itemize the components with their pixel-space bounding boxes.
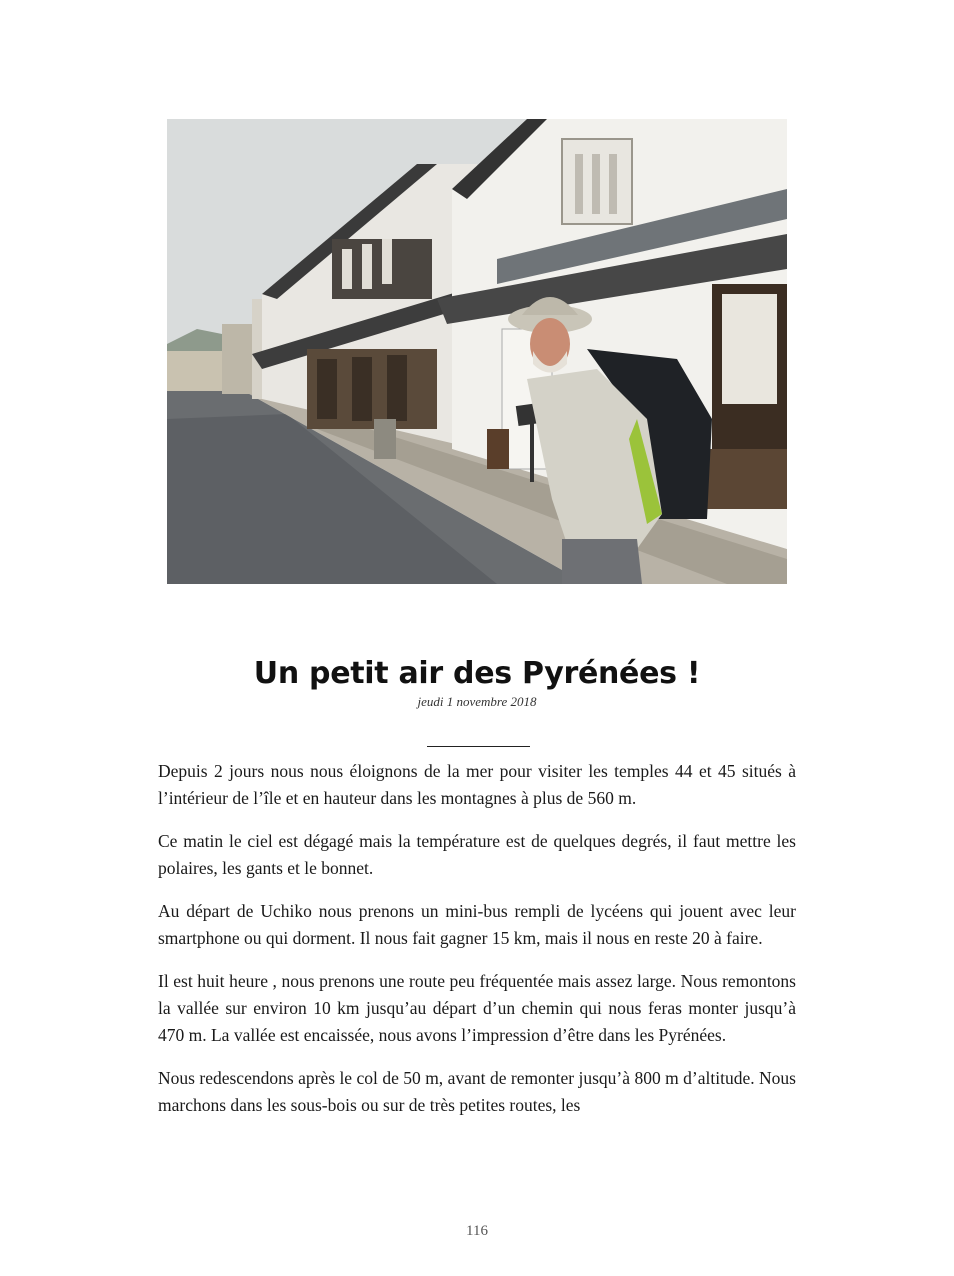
street-photo (167, 119, 787, 584)
title-divider (427, 746, 530, 747)
article-date: jeudi 1 novembre 2018 (417, 694, 537, 709)
page-number: 116 (466, 1223, 488, 1239)
paragraph: Au départ de Uchiko nous prenons un mini-bus rempli de lycéens qui jouent avec leur smartphone ou qui dorment. Il nous fait gagner 15 km, mais il nous en reste 20 à faire. (158, 901, 796, 948)
paragraph: Il est huit heure , nous prenons une route peu fréquentée mais assez large. Nous remontons la vallée sur environ 10 km jusqu’au départ d’un chemin qui nous feras monter jusqu’à 470 m. La vallée est encaissée, nous avons l’impression d’être dans les Pyrénées. (158, 971, 796, 1045)
paragraph: Depuis 2 jours nous nous éloignons de la mer pour visiter les temples 44 et 45 situés à l’intérieur de l’île et en hauteur dans les montagnes à plus de 560 m. (158, 761, 796, 808)
article-body (158, 758, 796, 1119)
paragraph: Nous redescendons après le col de 50 m, avant de remonter jusqu’à 800 m d’altitude. Nous marchons dans les sous-bois ou sur de très petites routes, les (158, 1068, 796, 1115)
article-title: Un petit air des Pyrénées ! (253, 656, 701, 691)
paragraph: Ce matin le ciel est dégagé mais la température est de quelques degrés, il faut mettre les polaires, les gants et le bonnet. (158, 831, 796, 878)
